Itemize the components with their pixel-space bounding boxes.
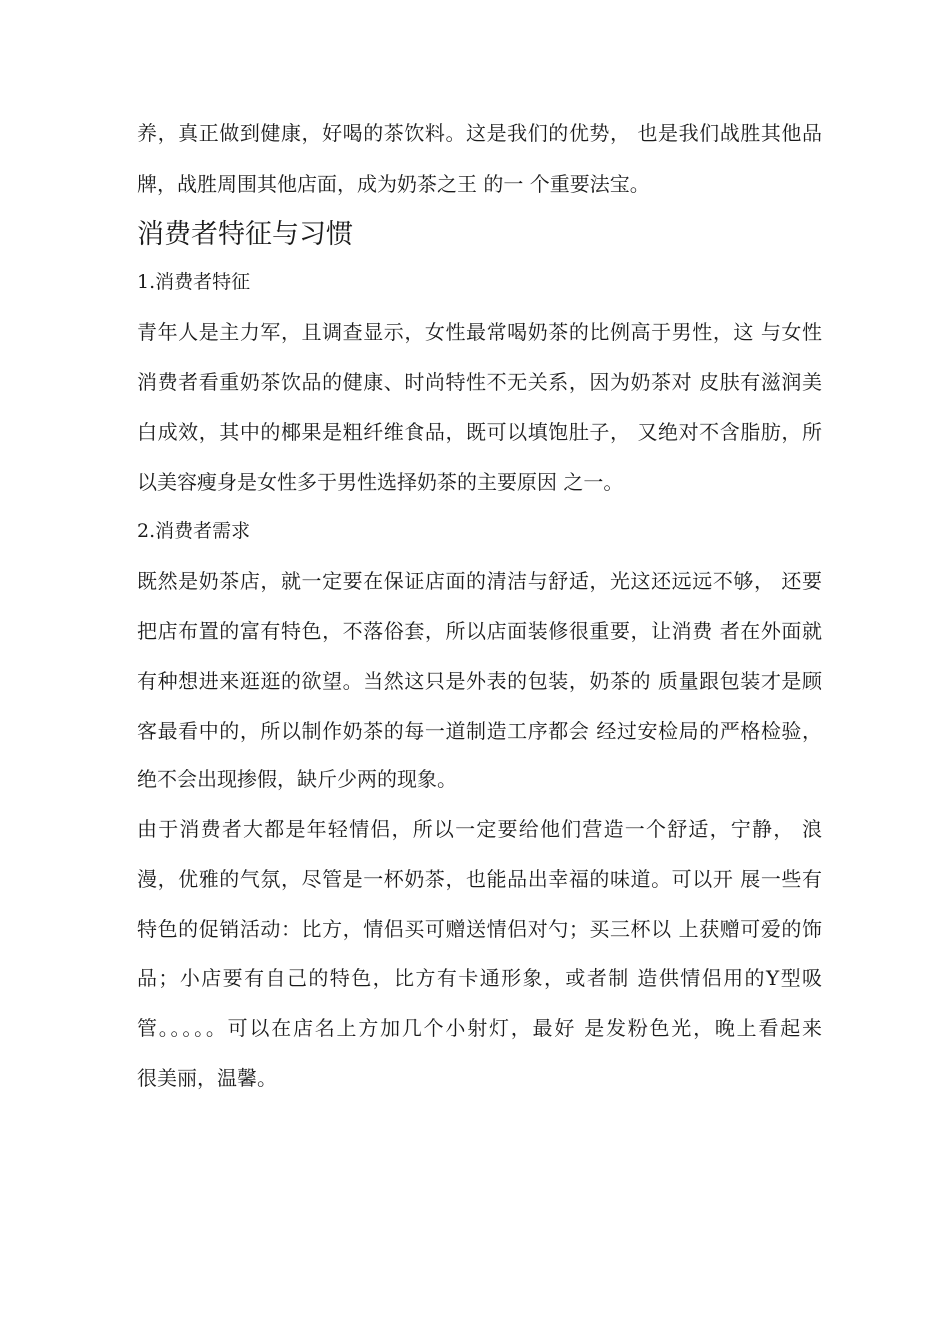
subsection-title-1: 1.消费者特征	[137, 271, 251, 293]
paragraph-line: 品；小店要有自己的特色，比方有卡通形象，或者制 造供情侣用的Y型吸	[137, 966, 822, 990]
paragraph-line: 漫，优雅的气氛，尽管是一杯奶茶，也能品出幸福的味道。可以开 展一些有	[137, 867, 822, 891]
paragraph-line: 很美丽，温馨。	[137, 1066, 277, 1090]
section-heading: 消费者特征与习惯	[137, 219, 353, 250]
paragraph-line: 把店布置的富有特色，不落俗套，所以店面装修很重要，让消费 者在外面就	[137, 619, 822, 643]
intro-line-2: 牌，战胜周围其他店面，成为奶茶之王 的一 个重要法宝。	[137, 172, 650, 196]
subsection-title-2: 2.消费者需求	[137, 520, 251, 542]
paragraph-line: 绝不会出现掺假，缺斤少两的现象。	[137, 767, 457, 791]
paragraph-line: 消费者看重奶茶饮品的健康、时尚特性不无关系，因为奶茶对 皮肤有滋润美	[137, 370, 822, 394]
paragraph-line: 青年人是主力军，且调查显示，女性最常喝奶茶的比例高于男性，这 与女性	[137, 320, 822, 344]
paragraph-line: 客最看中的，所以制作奶茶的每一道制造工序都会 经过安检局的严格检验，	[137, 719, 822, 743]
intro-line-1: 养，真正做到健康，好喝的茶饮料。这是我们的优势， 也是我们战胜其他品	[137, 121, 822, 145]
paragraph-line: 特色的促销活动：比方，情侣买可赠送情侣对勺；买三杯以 上获赠可爱的饰	[137, 917, 822, 941]
paragraph-line: 管。。。。。可以在店名上方加几个小射灯，最好 是发粉色光，晚上看起来	[137, 1016, 822, 1040]
paragraph-line: 由于消费者大都是年轻情侣，所以一定要给他们营造一个舒适，宁静， 浪	[137, 817, 822, 841]
paragraph-line: 既然是奶茶店，就一定要在保证店面的清洁与舒适，光这还远远不够， 还要	[137, 569, 822, 593]
paragraph-line: 以美容瘦身是女性多于男性选择奶茶的主要原因 之一。	[137, 470, 624, 494]
paragraph-line: 有种想进来逛逛的欲望。当然这只是外表的包装，奶茶的 质量跟包装才是顾	[137, 669, 822, 693]
paragraph-line: 白成效，其中的椰果是粗纤维食品，既可以填饱肚子， 又绝对不含脂肪，所	[137, 420, 822, 444]
